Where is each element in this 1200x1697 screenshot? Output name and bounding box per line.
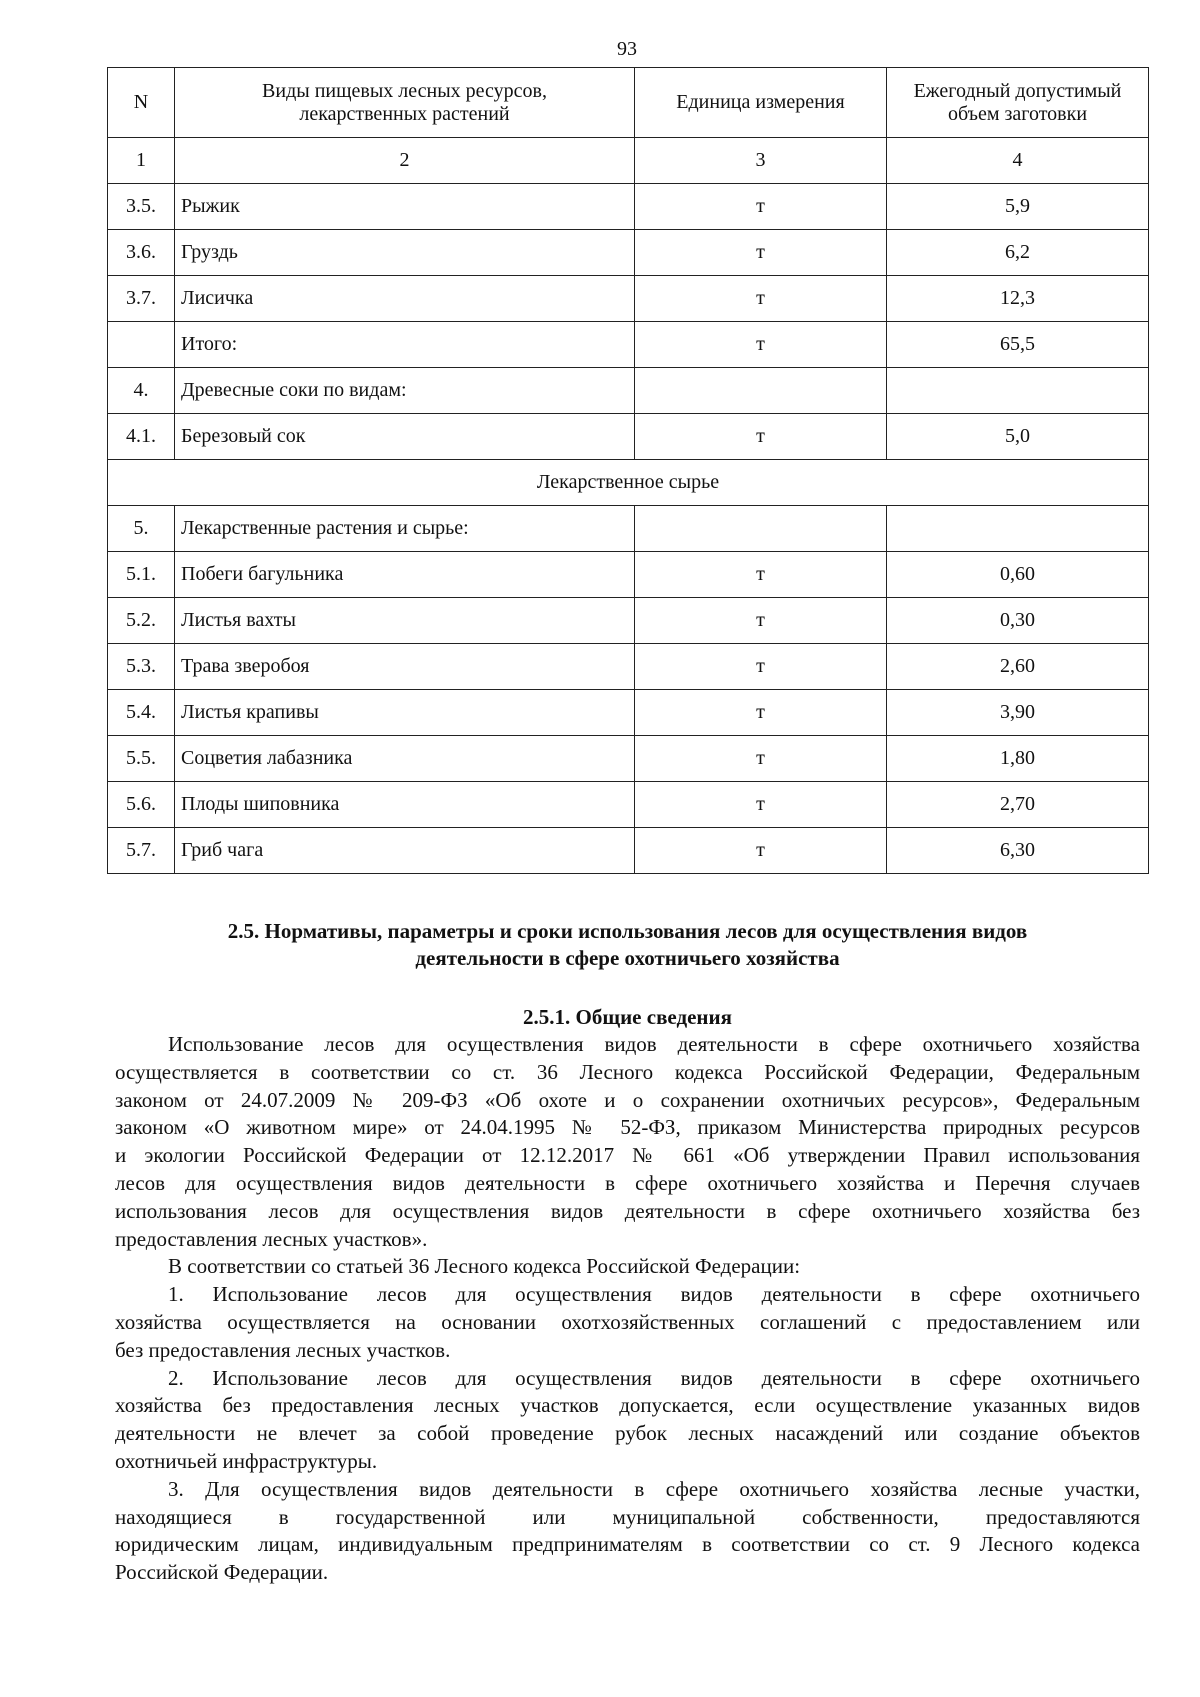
paragraph — [115, 1031, 1140, 1253]
paragraph-line: охотничьей инфраструктуры. — [115, 1448, 378, 1473]
row-unit: т — [635, 782, 887, 828]
paragraph-line: без предоставления лесных участков. — [115, 1337, 451, 1362]
row-number: 5.1. — [108, 552, 175, 598]
table-row — [108, 230, 1149, 276]
row-unit — [635, 368, 887, 414]
table-row — [108, 828, 1149, 874]
row-number: 5.5. — [108, 736, 175, 782]
row-volume: 0,30 — [887, 598, 1149, 644]
table-row — [108, 598, 1149, 644]
row-unit: т — [635, 414, 887, 460]
table-row — [108, 414, 1149, 460]
table-row — [108, 368, 1149, 414]
section-title: Лекарственное сырье — [108, 460, 1149, 506]
row-resource-name: Соцветия лабазника — [175, 736, 635, 782]
resources-table — [107, 67, 1149, 874]
row-number: 3.6. — [108, 230, 175, 276]
row-volume: 2,60 — [887, 644, 1149, 690]
row-resource-name: Рыжик — [175, 184, 635, 230]
row-unit: т — [635, 644, 887, 690]
table-row — [108, 506, 1149, 552]
page-number: 93 — [617, 38, 637, 60]
row-resource-name: Гриб чага — [175, 828, 635, 874]
row-volume — [887, 368, 1149, 414]
row-resource-name: Побеги багульника — [175, 552, 635, 598]
table-row — [108, 276, 1149, 322]
row-unit: т — [635, 184, 887, 230]
section-row — [108, 460, 1149, 506]
paragraph — [115, 1476, 1140, 1587]
row-number: 5. — [108, 506, 175, 552]
paragraph-line: 1. Использование лесов для осуществления видов деятельности в сфере охотничьего — [168, 1282, 1140, 1307]
column-number: 3 — [635, 138, 887, 184]
section-heading-line: деятельности в сфере охотничьего хозяйства — [415, 946, 840, 970]
row-volume: 65,5 — [887, 322, 1149, 368]
row-volume: 12,3 — [887, 276, 1149, 322]
column-number: 1 — [108, 138, 175, 184]
paragraph-line: осуществляется в соответствии со ст. 36 Лесного кодекса Российской Федерации, Федеральным — [115, 1059, 1140, 1084]
table-header-row — [108, 68, 1149, 138]
row-unit: т — [635, 552, 887, 598]
paragraph-line: Российской Федерации. — [115, 1560, 329, 1585]
column-number: 2 — [175, 138, 635, 184]
row-number: 4.1. — [108, 414, 175, 460]
row-resource-name: Плоды шиповника — [175, 782, 635, 828]
paragraph-line: использования лесов для осуществления видов деятельности в сфере охотничьего хозяйства без — [115, 1198, 1140, 1223]
row-unit: т — [635, 828, 887, 874]
row-unit: т — [635, 736, 887, 782]
body-text — [115, 1031, 1140, 1587]
row-number: 5.7. — [108, 828, 175, 874]
row-resource-name: Трава зверобоя — [175, 644, 635, 690]
column-number-row — [108, 138, 1149, 184]
paragraph-line: законом от 24.07.2009 № 209-ФЗ «Об охоте и о сохранении охотничьих ресурсов», Федеральным — [115, 1087, 1140, 1112]
header-unit: Единица измерения — [635, 68, 887, 138]
table-row — [108, 736, 1149, 782]
row-number: 5.2. — [108, 598, 175, 644]
paragraph-line: Использование лесов для осуществления видов деятельности в сфере охотничьего хозяйства — [168, 1032, 1140, 1056]
row-resource-name: Груздь — [175, 230, 635, 276]
table-row — [108, 690, 1149, 736]
row-unit — [635, 506, 887, 552]
paragraph — [115, 1365, 1140, 1476]
row-number: 3.5. — [108, 184, 175, 230]
row-number: 3.7. — [108, 276, 175, 322]
row-number — [108, 322, 175, 368]
paragraph-line: и экологии Российской Федерации от 12.12.2017 № 661 «Об утверждении Правил использования — [115, 1143, 1140, 1168]
row-volume: 6,2 — [887, 230, 1149, 276]
paragraph-line: законом «О животном мире» от 24.04.1995 № 52-ФЗ, приказом Министерства природных ресурсов — [115, 1115, 1140, 1140]
row-unit: т — [635, 690, 887, 736]
header-annual-volume: Ежегодный допустимый объем заготовки — [887, 68, 1149, 138]
row-volume: 3,90 — [887, 690, 1149, 736]
section-heading-line: 2.5. Нормативы, параметры и сроки использования лесов для осуществления видов — [227, 919, 1028, 943]
subsection-heading: 2.5.1. Общие сведения — [523, 1005, 732, 1029]
table-row — [108, 184, 1149, 230]
row-volume — [887, 506, 1149, 552]
paragraph-line: находящиеся в государственной или муниципальной собственности, предоставляются — [115, 1504, 1140, 1529]
row-volume: 1,80 — [887, 736, 1149, 782]
row-resource-name: Листья вахты — [175, 598, 635, 644]
header-n: N — [108, 68, 175, 138]
paragraph-line: 2. Использование лесов для осуществления видов деятельности в сфере охотничьего — [168, 1365, 1140, 1390]
table-row — [108, 322, 1149, 368]
row-number: 4. — [108, 368, 175, 414]
row-volume: 0,60 — [887, 552, 1149, 598]
column-number: 4 — [887, 138, 1149, 184]
table-row — [108, 644, 1149, 690]
row-resource-name: Итого: — [175, 322, 635, 368]
paragraph-line: предоставления лесных участков». — [115, 1226, 428, 1251]
paragraph-line: юридическим лицам, индивидуальным предпринимателям в соответствии со ст. 9 Лесного кодекса — [115, 1532, 1140, 1557]
section-heading — [107, 918, 1148, 972]
row-unit: т — [635, 230, 887, 276]
table-row — [108, 782, 1149, 828]
paragraph-line: лесов для осуществления видов деятельности в сфере охотничьего хозяйства и Перечня случаев — [115, 1170, 1140, 1195]
row-resource-name: Лекарственные растения и сырье: — [175, 506, 635, 552]
paragraph-line: деятельности не влечет за собой проведение рубок лесных насаждений или создание объектов — [115, 1421, 1140, 1446]
row-number: 5.3. — [108, 644, 175, 690]
header-resource-type: Виды пищевых лесных ресурсов, лекарственных растений — [175, 68, 635, 138]
table-row — [108, 552, 1149, 598]
row-number: 5.4. — [108, 690, 175, 736]
paragraph-line: хозяйства без предоставления лесных участков допускается, если осуществление указанных видов — [115, 1393, 1140, 1418]
paragraph — [115, 1253, 1140, 1281]
row-unit: т — [635, 322, 887, 368]
row-resource-name: Березовый сок — [175, 414, 635, 460]
paragraph-line: В соответствии со статьей 36 Лесного кодекса Российской Федерации: — [168, 1254, 801, 1279]
row-resource-name: Листья крапивы — [175, 690, 635, 736]
paragraph-line: хозяйства осуществляется на основании охотхозяйственных соглашений с предоставлением или — [115, 1309, 1140, 1334]
row-volume: 6,30 — [887, 828, 1149, 874]
row-resource-name: Древесные соки по видам: — [175, 368, 635, 414]
paragraph — [115, 1281, 1140, 1364]
row-unit: т — [635, 276, 887, 322]
row-volume: 2,70 — [887, 782, 1149, 828]
paragraph-line: 3. Для осуществления видов деятельности в сфере охотничьего хозяйства лесные участки, — [168, 1476, 1140, 1501]
row-number: 5.6. — [108, 782, 175, 828]
row-resource-name: Лисичка — [175, 276, 635, 322]
row-volume: 5,9 — [887, 184, 1149, 230]
row-volume: 5,0 — [887, 414, 1149, 460]
row-unit: т — [635, 598, 887, 644]
